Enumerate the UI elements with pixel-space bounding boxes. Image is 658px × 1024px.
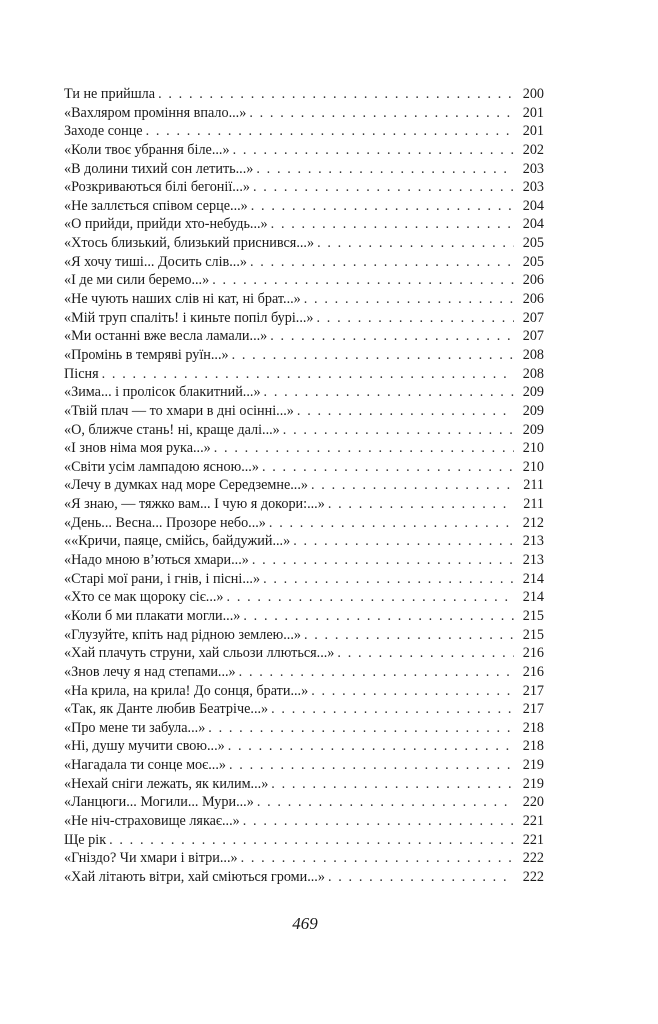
- toc-entry: [64, 644, 544, 663]
- entry-title: «Розкриваються білі бегонії...»: [64, 179, 250, 196]
- entry-title: «В долини тихий сон летить...»: [64, 160, 254, 177]
- entry-page-number: 213: [522, 533, 544, 550]
- entry-page-number: 221: [522, 831, 544, 848]
- entry-page-number: 203: [522, 179, 544, 196]
- dot-leader: [102, 365, 514, 384]
- entry-page-number: 211: [523, 496, 544, 513]
- toc-entry: [64, 402, 544, 421]
- entry-page-number: 202: [522, 141, 544, 158]
- dot-leader: [253, 178, 514, 197]
- toc-entry: [64, 607, 544, 626]
- dot-leader: [297, 402, 514, 421]
- toc-entry: [64, 271, 544, 290]
- toc-entry: [64, 737, 544, 756]
- dot-leader: [146, 122, 514, 141]
- dot-leader: [271, 775, 514, 794]
- dot-leader: [109, 831, 514, 850]
- dot-leader: [270, 327, 514, 346]
- toc-entry: [64, 104, 544, 123]
- entry-page-number: 209: [522, 421, 544, 438]
- dot-leader: [304, 626, 514, 645]
- entry-page-number: 208: [522, 365, 544, 382]
- entry-title: «Коли твоє убрання біле...»: [64, 141, 230, 158]
- entry-page-number: 218: [522, 738, 544, 755]
- toc-entry: [64, 868, 544, 887]
- entry-title: «Хтось близький, близький приснився...»: [64, 235, 315, 252]
- toc-entry: [64, 141, 544, 160]
- entry-title: «Промінь в темряві руїн...»: [64, 346, 229, 363]
- dot-leader: [243, 812, 514, 831]
- dot-leader: [251, 197, 514, 216]
- dot-leader: [257, 793, 514, 812]
- dot-leader: [337, 644, 514, 663]
- entry-page-number: 210: [522, 458, 544, 475]
- entry-title: «І де ми сили беремо...»: [64, 272, 210, 289]
- dot-leader: [241, 849, 514, 868]
- entry-page-number: 203: [522, 160, 544, 177]
- entry-page-number: 205: [522, 253, 544, 270]
- entry-title: «Не ніч-страховище лякає...»: [64, 812, 240, 829]
- entry-title: «Старі мої рани, і гнів, і пісні...»: [64, 570, 261, 587]
- toc-entry: [64, 588, 544, 607]
- entry-page-number: 213: [522, 552, 544, 569]
- entry-page-number: 207: [522, 309, 544, 326]
- toc-entry: [64, 570, 544, 589]
- dot-leader: [229, 756, 514, 775]
- dot-leader: [256, 160, 514, 179]
- entry-title: «Знов лечу я над степами...»: [64, 663, 236, 680]
- entry-page-number: 204: [522, 216, 544, 233]
- entry-title: «О, ближче стань! ні, краще далі...»: [64, 421, 280, 438]
- toc-entry: [64, 700, 544, 719]
- entry-title: «І знов німа моя рука...»: [64, 440, 211, 457]
- dot-leader: [311, 682, 514, 701]
- entry-page-number: 217: [522, 701, 544, 718]
- entry-title: «Зима... і пролісок блакитний...»: [64, 384, 261, 401]
- entry-title: «Про мене ти забула...»: [64, 719, 206, 736]
- dot-leader: [232, 346, 514, 365]
- entry-title: «Ні, душу мучити свою...»: [64, 738, 225, 755]
- entry-title: «Лечу в думках над море Середземне...»: [64, 477, 308, 494]
- toc-entry: [64, 756, 544, 775]
- dot-leader: [293, 532, 514, 551]
- toc-entry: [64, 309, 544, 328]
- entry-title: «Мій труп спаліть! і киньте попіл бурі...»: [64, 309, 314, 326]
- table-of-contents: [64, 85, 544, 887]
- entry-title: «Не чують наших слів ні кат, ні брат...»: [64, 291, 301, 308]
- dot-leader: [283, 421, 514, 440]
- dot-leader: [252, 551, 514, 570]
- entry-title: «Надо мною в’ються хмари...»: [64, 552, 249, 569]
- dot-leader: [243, 607, 514, 626]
- entry-title: «Я знаю, — тяжко вам... І чую я докори:...»: [64, 496, 325, 513]
- entry-page-number: 216: [522, 645, 544, 662]
- entry-page-number: 217: [522, 682, 544, 699]
- toc-entry: [64, 682, 544, 701]
- dot-leader: [271, 700, 514, 719]
- entry-page-number: 220: [522, 794, 544, 811]
- entry-page-number: 219: [522, 775, 544, 792]
- entry-page-number: 212: [522, 514, 544, 531]
- entry-title: «Твій плач — то хмари в дні осінні...»: [64, 402, 294, 419]
- entry-title: «Глузуйте, кпіть над рідною землею...»: [64, 626, 301, 643]
- toc-entry: [64, 327, 544, 346]
- dot-leader: [158, 85, 514, 104]
- entry-page-number: 221: [522, 812, 544, 829]
- dot-leader: [249, 104, 514, 123]
- toc-entry: [64, 253, 544, 272]
- entry-page-number: 201: [522, 104, 544, 121]
- toc-entry: [64, 849, 544, 868]
- entry-page-number: 216: [522, 663, 544, 680]
- dot-leader: [264, 383, 514, 402]
- entry-title: «День... Весна... Прозоре небо...»: [64, 514, 266, 531]
- toc-entry: [64, 365, 544, 384]
- entry-page-number: 204: [522, 197, 544, 214]
- entry-title: «Хай літають вітри, хай сміються громи...»: [64, 868, 325, 885]
- dot-leader: [208, 719, 514, 738]
- toc-entry: [64, 831, 544, 850]
- entry-page-number: 215: [522, 607, 544, 624]
- entry-title: «Нехай сніги лежать, як килим...»: [64, 775, 269, 792]
- dot-leader: [269, 514, 514, 533]
- entry-page-number: 205: [522, 235, 544, 252]
- toc-entry: [64, 290, 544, 309]
- dot-leader: [304, 290, 514, 309]
- dot-leader: [328, 868, 514, 887]
- toc-entry: [64, 719, 544, 738]
- toc-entry: [64, 160, 544, 179]
- entry-title: Заходе сонце: [64, 123, 143, 140]
- entry-page-number: 214: [522, 589, 544, 606]
- dot-leader: [233, 141, 514, 160]
- toc-entry: [64, 495, 544, 514]
- toc-entry: [64, 514, 544, 533]
- entry-title: «Коли б ми плакати могли...»: [64, 607, 241, 624]
- dot-leader: [239, 663, 514, 682]
- entry-title: «Ланцюги... Могили... Мури...»: [64, 794, 254, 811]
- toc-entry: [64, 663, 544, 682]
- dot-leader: [212, 271, 514, 290]
- dot-leader: [262, 458, 514, 477]
- entry-page-number: 209: [522, 402, 544, 419]
- dot-leader: [311, 476, 514, 495]
- dot-leader: [228, 737, 514, 756]
- dot-leader: [271, 215, 514, 234]
- dot-leader: [317, 234, 514, 253]
- entry-title: Ще рік: [64, 831, 107, 848]
- entry-page-number: 222: [522, 868, 544, 885]
- entry-page-number: 210: [522, 440, 544, 457]
- entry-title: «Хто се мак щороку сіє...»: [64, 589, 224, 606]
- entry-page-number: 215: [522, 626, 544, 643]
- dot-leader: [317, 309, 514, 328]
- entry-title: Ти не прийшла: [64, 86, 156, 102]
- dot-leader: [227, 588, 514, 607]
- dot-leader: [250, 253, 514, 272]
- toc-entry: [64, 775, 544, 794]
- entry-page-number: 222: [522, 850, 544, 867]
- entry-page-number: 207: [522, 328, 544, 345]
- toc-entry: [64, 626, 544, 645]
- toc-entry: [64, 234, 544, 253]
- dot-leader: [214, 439, 514, 458]
- entry-title: «Нагадала ти сонце моє...»: [64, 757, 226, 774]
- entry-title: «Так, як Данте любив Беатріче...»: [64, 701, 269, 718]
- entry-title: «Я хочу тиші... Досить слів...»: [64, 253, 247, 270]
- entry-page-number: 206: [522, 272, 544, 289]
- entry-title: «Не заллється співом серце...»: [64, 197, 248, 214]
- entry-title: «Ми останні вже весла ламали...»: [64, 328, 268, 345]
- dot-leader: [328, 495, 514, 514]
- toc-entry: [64, 458, 544, 477]
- entry-title: «На крила, на крила! До сонця, брати...»: [64, 682, 309, 699]
- entry-page-number: 201: [522, 123, 544, 140]
- entry-title: «Вахляром проміння впало...»: [64, 104, 247, 121]
- entry-title: ««Кричи, паяце, смійсь, байдужий...»: [64, 533, 291, 550]
- toc-entry: [64, 551, 544, 570]
- entry-title: «Гніздо? Чи хмари і вітри...»: [64, 850, 238, 867]
- toc-entry: [64, 532, 544, 551]
- toc-entry: [64, 812, 544, 831]
- entry-page-number: 208: [522, 346, 544, 363]
- entry-page-number: 211: [523, 477, 544, 494]
- toc-entry: [64, 476, 544, 495]
- toc-entry: [64, 421, 544, 440]
- entry-page-number: 219: [522, 757, 544, 774]
- page-number: 469: [292, 914, 318, 933]
- entry-page-number: 218: [522, 719, 544, 736]
- entry-page-number: 206: [522, 291, 544, 308]
- toc-entry: [64, 346, 544, 365]
- toc-entry: [64, 122, 544, 141]
- toc-entry: [64, 215, 544, 234]
- entry-title: «Світи усім лампадою ясною...»: [64, 458, 259, 475]
- toc-entry: [64, 85, 544, 104]
- entry-title: «О прийди, прийди хто-небудь...»: [64, 216, 268, 233]
- entry-title: «Хай плачуть струни, хай сльози ллються...»: [64, 645, 335, 662]
- toc-entry: [64, 383, 544, 402]
- entry-page-number: 209: [522, 384, 544, 401]
- toc-entry: [64, 197, 544, 216]
- toc-entry: [64, 793, 544, 812]
- entry-page-number: 214: [522, 570, 544, 587]
- toc-entry: [64, 439, 544, 458]
- toc-entry: [64, 178, 544, 197]
- dot-leader: [263, 570, 514, 589]
- entry-title: Пісня: [64, 365, 99, 382]
- entry-page-number: 200: [522, 86, 544, 102]
